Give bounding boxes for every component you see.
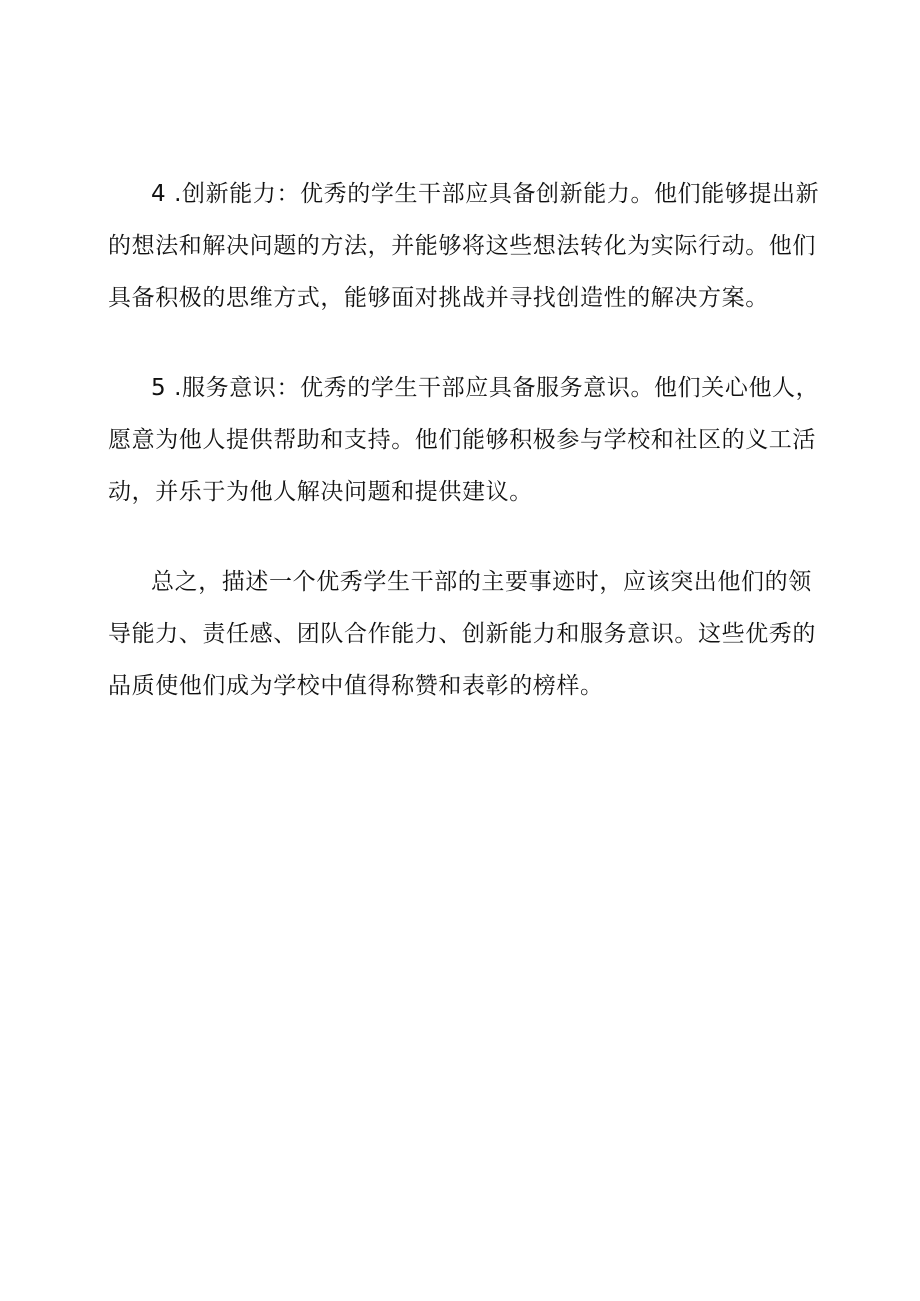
paragraph-line: 的想法和解决问题的方法，并能够将这些想法转化为实际行动。他们 bbox=[108, 233, 816, 259]
paragraph-service-awareness bbox=[108, 362, 820, 518]
paragraph-line: 愿意为他人提供帮助和支持。他们能够积极参与学校和社区的义工活 bbox=[108, 427, 816, 453]
paragraph-line: 5 .服务意识：优秀的学生干部应具备服务意识。他们关心他人， bbox=[151, 375, 820, 401]
paragraph-summary bbox=[108, 556, 820, 712]
paragraph-line: 具备积极的思维方式，能够面对挑战并寻找创造性的解决方案。 bbox=[108, 285, 769, 311]
paragraph-line: 动，并乐于为他人解决问题和提供建议。 bbox=[108, 479, 533, 505]
paragraph-innovation-ability bbox=[108, 168, 820, 324]
paragraph-line: 品质使他们成为学校中值得称赞和表彰的榜样。 bbox=[108, 673, 604, 699]
paragraph-line: 总之，描述一个优秀学生干部的主要事迹时，应该突出他们的领 bbox=[151, 569, 812, 595]
paragraph-line: 导能力、责任感、团队合作能力、创新能力和服务意识。这些优秀的 bbox=[108, 621, 816, 647]
paragraph-line: 4 .创新能力：优秀的学生干部应具备创新能力。他们能够提出新 bbox=[151, 181, 820, 207]
